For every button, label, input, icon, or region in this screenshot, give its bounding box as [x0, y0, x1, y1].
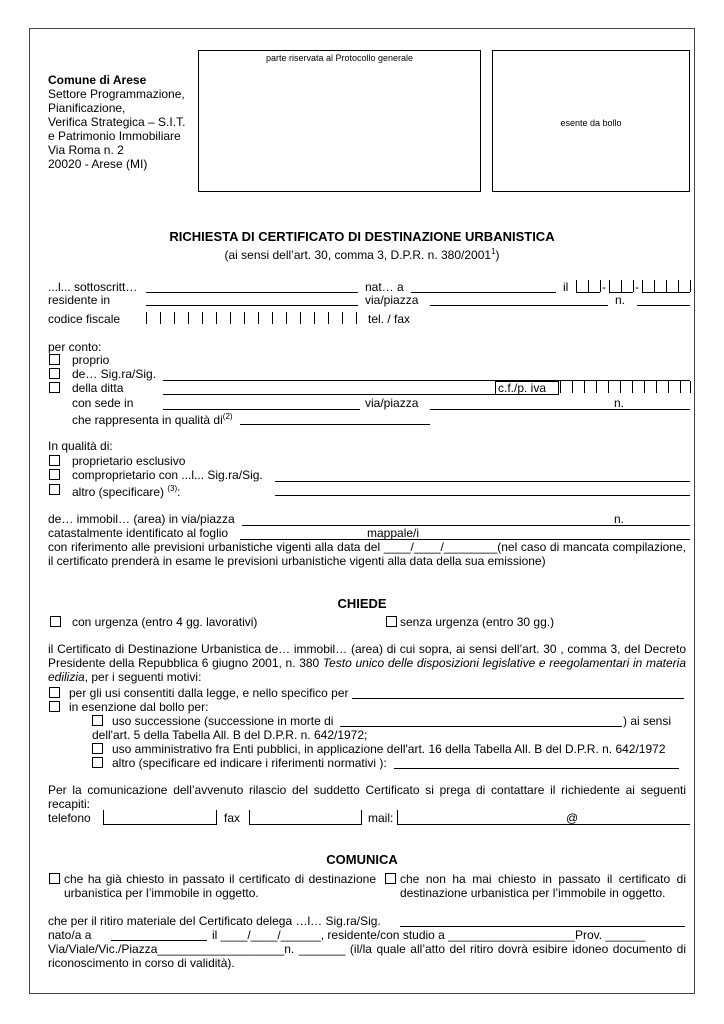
office-line: Verifica Strategica – S.I.T. [48, 115, 186, 129]
on-behalf-label: per conto: [48, 340, 102, 354]
urgent-label: con urgenza (entro 4 gg. lavorativi) [72, 615, 258, 629]
number-label: n. [615, 293, 626, 307]
vat-label: c.f./p. iva [498, 381, 547, 395]
coowner-field[interactable] [275, 481, 690, 482]
other-use-label: altro (specificare ed indicare i riferimenti normativi ): [112, 756, 387, 770]
uses-field[interactable] [352, 698, 684, 699]
stamp-exempt-checkbox[interactable] [49, 701, 60, 712]
never-requested-label: che non ha mai chiesto in passato il certificato di destinazione urbanistica per l’immobile in oggetto. [400, 872, 686, 900]
contact-text: Per la comunicazione dell’avvenuto rilascio del suddetto Certificato si prega di contattare il richiedente ai seguenti recapiti: [48, 783, 686, 811]
office-line: Via Roma n. 2 [48, 143, 124, 157]
birthdate-label: il [563, 280, 569, 294]
office-line: Settore Programmazione, [48, 87, 185, 101]
own-checkbox[interactable] [49, 354, 60, 365]
uses-checkbox[interactable] [49, 687, 60, 698]
owner-checkbox[interactable] [49, 455, 60, 466]
date-separator: - [635, 280, 639, 294]
not-urgent-checkbox[interactable] [386, 616, 397, 627]
other-capacity-checkbox[interactable] [49, 484, 60, 495]
uses-label: per gli usi consentiti dalla legge, e nello specifico per [69, 686, 349, 700]
delegate-birthplace-field[interactable] [111, 940, 207, 941]
already-requested-label: che ha già chiesto in passato il certificato di destinazione urbanistica per l’immobile in oggetto. [64, 872, 376, 900]
phone-label: telefono [48, 811, 91, 825]
communicate-heading: COMUNICA [326, 852, 398, 867]
delegate-label: che per il ritiro materiale del Certificato delega …l… Sig.ra/Sig. [48, 914, 381, 928]
company-label: della ditta [72, 381, 124, 395]
protocol-label: parte riservata al Protocollo generale [265, 53, 414, 63]
owner-label: proprietario esclusivo [72, 454, 186, 468]
delegate-birthplace-label: nato/a a [48, 928, 92, 942]
company-checkbox[interactable] [49, 382, 60, 393]
succession-checkbox[interactable] [92, 715, 103, 726]
residence-label: residente in [48, 293, 111, 307]
coowner-checkbox[interactable] [49, 469, 60, 480]
delegate-details-label: il ____/____/______, residente/con studio a ___________________Prov. ______ [212, 928, 646, 942]
street-field[interactable] [430, 305, 608, 306]
birthdate-month-field[interactable] [609, 280, 633, 293]
residence-field[interactable] [146, 305, 358, 306]
capacity-label: In qualità di: [48, 439, 113, 453]
birthdate-year-field[interactable] [642, 280, 690, 293]
urgent-checkbox[interactable] [50, 616, 61, 627]
person-checkbox[interactable] [49, 368, 60, 379]
fiscal-code-field[interactable] [146, 312, 356, 324]
succession-end-label: ) ai sensi [623, 714, 672, 728]
succession-label: uso successione (successione in morte di [112, 714, 334, 728]
hq-street-label: via/piazza [365, 396, 419, 410]
already-requested-checkbox[interactable] [49, 873, 60, 884]
delegate-name-field[interactable] [400, 926, 685, 927]
stamp-exempt-label: in esenzione dal bollo per: [69, 700, 209, 714]
number-field[interactable] [637, 305, 690, 306]
birthdate-day-field[interactable] [576, 280, 600, 293]
admin-use-label: uso amministrativo fra Enti pubblici, in applicazione dell'art. 16 della Tabella All. B del D.P.R. n. 642/1972 [112, 742, 666, 756]
vat-field[interactable] [560, 381, 690, 393]
property-location-label: de… immobil… (area) in via/piazza [48, 512, 235, 526]
own-label: proprio [72, 353, 110, 367]
mail-field[interactable] [397, 810, 690, 825]
mappale-label: mappale/i [367, 526, 420, 540]
date-separator: - [602, 280, 606, 294]
request-heading: CHIEDE [337, 596, 387, 611]
fax-field[interactable] [249, 810, 362, 825]
person-label: de… Sig.ra/Sig. [72, 367, 157, 381]
signer-label: ...l... sottoscritt… [48, 280, 138, 294]
office-name: Comune di Arese [48, 73, 147, 87]
office-line: 20020 - Arese (MI) [48, 157, 148, 171]
reference-date-text: con riferimento alle previsioni urbanistiche vigenti alla data del ____/____/________(nel caso di mancata compilazione, il certificato prenderà in esame le previsioni urbanistiche vigenti alla data della sua emissione) [48, 540, 686, 568]
at-sign: @ [566, 811, 579, 825]
succession-line2: dell'art. 5 della Tabella All. B del D.P.R. n. 642/1972; [92, 728, 368, 742]
hq-number-label: n. [614, 396, 625, 410]
succession-field[interactable] [340, 726, 622, 727]
mail-label: mail: [368, 811, 394, 825]
fax-label: fax [224, 811, 241, 825]
not-urgent-label: senza urgenza (entro 30 gg.) [400, 615, 555, 629]
protocol-box [198, 50, 481, 192]
represents-field[interactable] [240, 424, 430, 425]
property-number-label: n. [614, 512, 625, 526]
fiscal-code-label: codice fiscale [48, 312, 121, 326]
represents-label: che rappresenta in qualità $di^{(2)}$ [72, 412, 233, 427]
admin-use-checkbox[interactable] [92, 743, 103, 754]
cadastral-label: catastalmente identificato al foglio [48, 526, 229, 540]
other-capacity-field[interactable] [275, 495, 690, 496]
office-line: e Patrimonio Immobiliare [48, 129, 181, 143]
other-use-checkbox[interactable] [92, 757, 103, 768]
page-subtitle: (ai sensi dell’art. 30, comma 3, D.P.R. n. 380/2001$^1$) [224, 247, 500, 262]
street-label: via/piazza [365, 293, 419, 307]
request-paragraph: il Certificato di Destinazione Urbanistica de… immobil… (area) di cui sopra, ai sensi dell’art. 30 , comma 3, del Decreto Presidente della Repubblica 6 giugno 2001, n. 380 Testo unico delle disposizioni legislative e reegolamentari in materia edilizia, per i seguenti motivi: [48, 642, 686, 684]
coowner-label: comproprietario con ...l... Sig.ra/Sig. [72, 468, 263, 482]
signer-name-field[interactable] [146, 292, 358, 293]
other-capacity-label: altro (specificare) $^{(3)}$: [72, 484, 181, 499]
company-name-field[interactable] [163, 394, 495, 395]
stamp-label: esente da bollo [560, 118, 622, 128]
office-line: Pianificazione, [48, 101, 126, 115]
birthplace-field[interactable] [411, 292, 556, 293]
phone-field[interactable] [103, 810, 217, 825]
hq-label: con sede in [72, 396, 134, 410]
hq-street-field[interactable] [430, 409, 690, 410]
delegate-address-text: Via/Viale/Vic./Piazza___________________n. _______ (il/la quale all’atto del ritiro dovrà esibire idoneo documento di riconoscimento in corso di validità). [48, 942, 686, 970]
never-requested-checkbox[interactable] [385, 873, 396, 884]
page-title: RICHIESTA DI CERTIFICATO DI DESTINAZIONE URBANISTICA [169, 229, 555, 244]
tel-fax-label: tel. / fax [368, 312, 411, 326]
other-use-field[interactable] [394, 768, 679, 769]
born-label: nat… a [365, 280, 404, 294]
